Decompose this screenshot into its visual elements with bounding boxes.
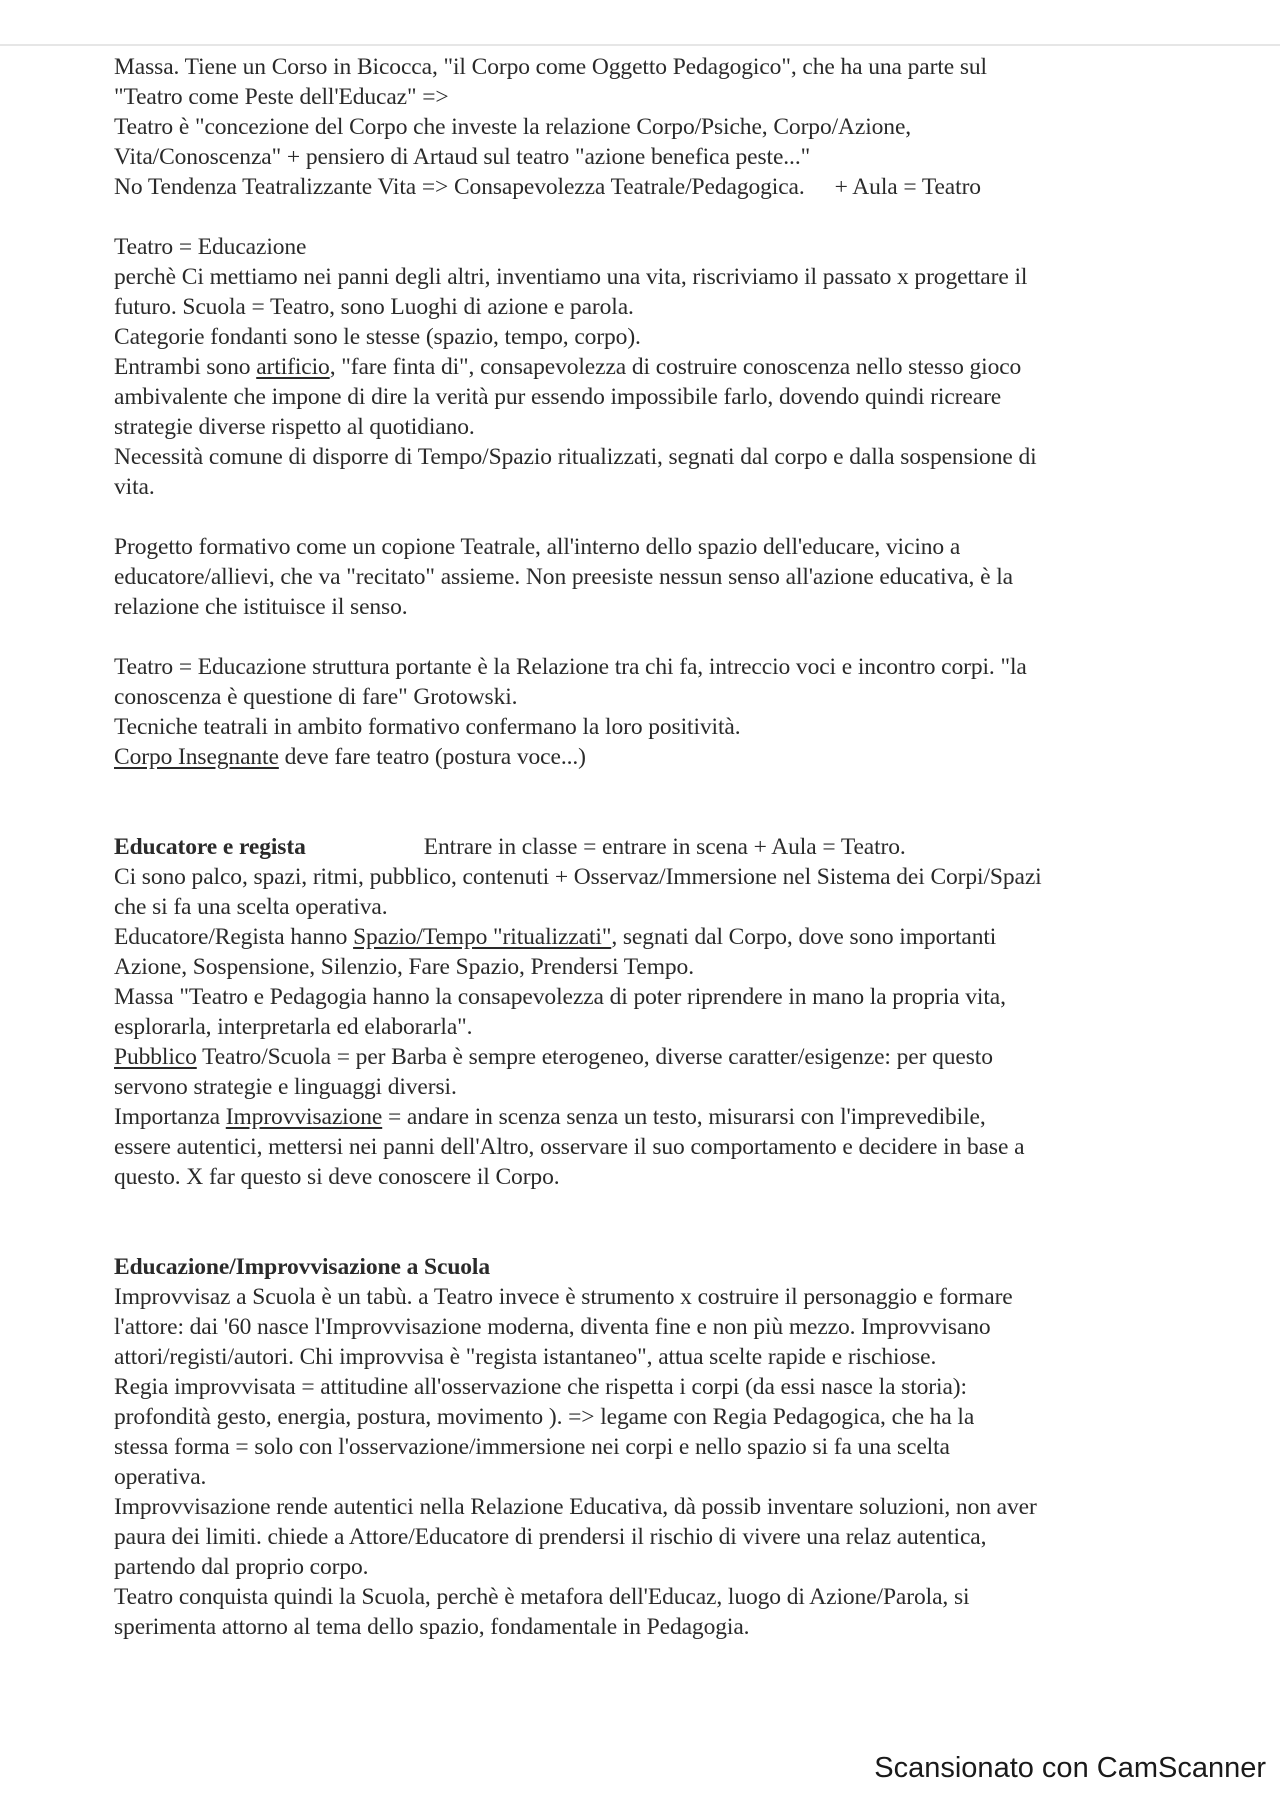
text-line bbox=[114, 1042, 1174, 1072]
text-line: Ci sono palco, spazi, ritmi, pubblico, contenuti + Osservaz/Immersione nel Sistema dei Corpi/Spazi bbox=[114, 864, 1042, 890]
text-line: Teatro = Educazione bbox=[114, 234, 307, 260]
text-line: Massa "Teatro e Pedagogia hanno la consapevolezza di poter riprendere in mano la propria vita, bbox=[114, 984, 1006, 1010]
text-line: esplorarla, interpretarla ed elaborarla". bbox=[114, 1014, 473, 1040]
section-heading: Educatore e regista bbox=[114, 834, 306, 860]
text-segment: , segnati dal Corpo, dove sono importanti bbox=[611, 924, 997, 950]
text-line: ambivalente che impone di dire la verità pur essendo impossibile farlo, dovendo quindi ricreare bbox=[114, 384, 1002, 410]
text-segment: Entrambi sono bbox=[114, 354, 257, 380]
text-line: Azione, Sospensione, Silenzio, Fare Spazio, Prendersi Tempo. bbox=[114, 954, 694, 980]
text-line: Massa. Tiene un Corso in Bicocca, "il Corpo come Oggetto Pedagogico", che ha una parte sul bbox=[114, 54, 987, 80]
text-line: conoscenza è questione di fare" Grotowski. bbox=[114, 684, 518, 710]
text-segment: Importanza bbox=[114, 1104, 226, 1130]
text-line: questo. X far questo si deve conoscere il Corpo. bbox=[114, 1164, 560, 1190]
text-line: Vita/Conoscenza" + pensiero di Artaud sul teatro "azione benefica peste..." bbox=[114, 144, 811, 170]
text-line bbox=[114, 922, 1174, 952]
text-line: Teatro conquista quindi la Scuola, perchè è metafora dell'Educaz, luogo di Azione/Parola, si bbox=[114, 1584, 970, 1610]
text-line: paura dei limiti. chiede a Attore/Educatore di prendersi il rischio di vivere una relaz autentica, bbox=[114, 1524, 987, 1550]
text-line: strategie diverse rispetto al quotidiano. bbox=[114, 414, 475, 440]
text-line: "Teatro come Peste dell'Educaz" => bbox=[114, 84, 449, 110]
text-segment: = andare in scenza senza un testo, misurarsi con l'imprevedibile, bbox=[382, 1104, 986, 1130]
underlined-term: Improvvisazione bbox=[225, 1104, 383, 1130]
text-segment: deve fare teatro (postura voce...) bbox=[278, 744, 586, 770]
camscanner-watermark: Scansionato con CamScanner bbox=[874, 1752, 1266, 1784]
text-line: Improvvisaz a Scuola è un tabù. a Teatro invece è strumento x costruire il personaggio e formare bbox=[114, 1284, 1013, 1310]
text-line: perchè Ci mettiamo nei panni degli altri, inventiamo una vita, riscriviamo il passato x progettare il bbox=[114, 264, 1028, 290]
text-line: Teatro è "concezione del Corpo che investe la relazione Corpo/Psiche, Corpo/Azione, bbox=[114, 114, 912, 140]
text-segment: Teatro/Scuola = per Barba è sempre eterogeneo, diverse caratter/esigenze: per questo bbox=[196, 1044, 993, 1070]
text-segment: + Aula = Teatro bbox=[834, 174, 981, 200]
document-page bbox=[114, 52, 1174, 1642]
text-line: che si fa una scelta operativa. bbox=[114, 894, 388, 920]
text-line: Categorie fondanti sono le stesse (spazio, tempo, corpo). bbox=[114, 324, 641, 350]
underlined-term: artificio bbox=[256, 354, 330, 380]
text-line: Improvvisazione rende autentici nella Relazione Educativa, dà possib inventare soluzioni, non aver bbox=[114, 1494, 1037, 1520]
text-line: profondità gesto, energia, postura, movimento ). => legame con Regia Pedagogica, che ha la bbox=[114, 1404, 975, 1430]
text-line: futuro. Scuola = Teatro, sono Luoghi di azione e parola. bbox=[114, 294, 634, 320]
text-line: Regia improvvisata = attitudine all'osservazione che rispetta i corpi (da essi nasce la storia): bbox=[114, 1374, 967, 1400]
text-line: attori/registi/autori. Chi improvvisa è "regista istantaneo", attua scelte rapide e rischiose. bbox=[114, 1344, 937, 1370]
text-line: vita. bbox=[114, 474, 155, 500]
text-line: operativa. bbox=[114, 1464, 207, 1490]
text-line bbox=[114, 172, 1174, 202]
text-line bbox=[114, 1102, 1174, 1132]
text-segment: No Tendenza Teatralizzante Vita => Consapevolezza Teatrale/Pedagogica. bbox=[114, 174, 805, 200]
text-segment: , "fare finta di", consapevolezza di costruire conoscenza nello stesso gioco bbox=[329, 354, 1022, 380]
text-segment: Educatore/Regista hanno bbox=[114, 924, 354, 950]
text-line: essere autentici, mettersi nei panni dell'Altro, osservare il suo comportamento e decidere in base a bbox=[114, 1134, 1025, 1160]
text-line: stessa forma = solo con l'osservazione/immersione nei corpi e nello spazio si fa una scelta bbox=[114, 1434, 950, 1460]
scan-top-edge bbox=[0, 44, 1280, 46]
section-heading: Educazione/Improvvisazione a Scuola bbox=[114, 1254, 491, 1280]
text-line: l'attore: dai '60 nasce l'Improvvisazione moderna, diventa fine e non più mezzo. Improvvisano bbox=[114, 1314, 991, 1340]
text-line: partendo dal proprio corpo. bbox=[114, 1554, 369, 1580]
text-line bbox=[114, 352, 1174, 382]
underlined-term: Pubblico bbox=[114, 1044, 197, 1070]
text-line: sperimenta attorno al tema dello spazio, fondamentale in Pedagogia. bbox=[114, 1614, 750, 1640]
text-line bbox=[114, 742, 1174, 772]
text-line: relazione che istituisce il senso. bbox=[114, 594, 408, 620]
underlined-term: Corpo Insegnante bbox=[114, 744, 279, 770]
text-line: educatore/allievi, che va "recitato" assieme. Non preesiste nessun senso all'azione educativa, è la bbox=[114, 564, 1013, 590]
section-heading-line bbox=[114, 832, 1174, 862]
text-line: Teatro = Educazione struttura portante è la Relazione tra chi fa, intreccio voci e incontro corpi. "la bbox=[114, 654, 1027, 680]
text-line: Necessità comune di disporre di Tempo/Spazio ritualizzati, segnati dal corpo e dalla sospensione di bbox=[114, 444, 1037, 470]
text-line: servono strategie e linguaggi diversi. bbox=[114, 1074, 457, 1100]
underlined-term: Spazio/Tempo "ritualizzati" bbox=[353, 924, 612, 950]
text-line: Progetto formativo come un copione Teatrale, all'interno dello spazio dell'educare, vicino a bbox=[114, 534, 961, 560]
text-segment: Entrare in classe = entrare in scena + Aula = Teatro. bbox=[423, 834, 906, 860]
text-line: Tecniche teatrali in ambito formativo confermano la loro positività. bbox=[114, 714, 741, 740]
